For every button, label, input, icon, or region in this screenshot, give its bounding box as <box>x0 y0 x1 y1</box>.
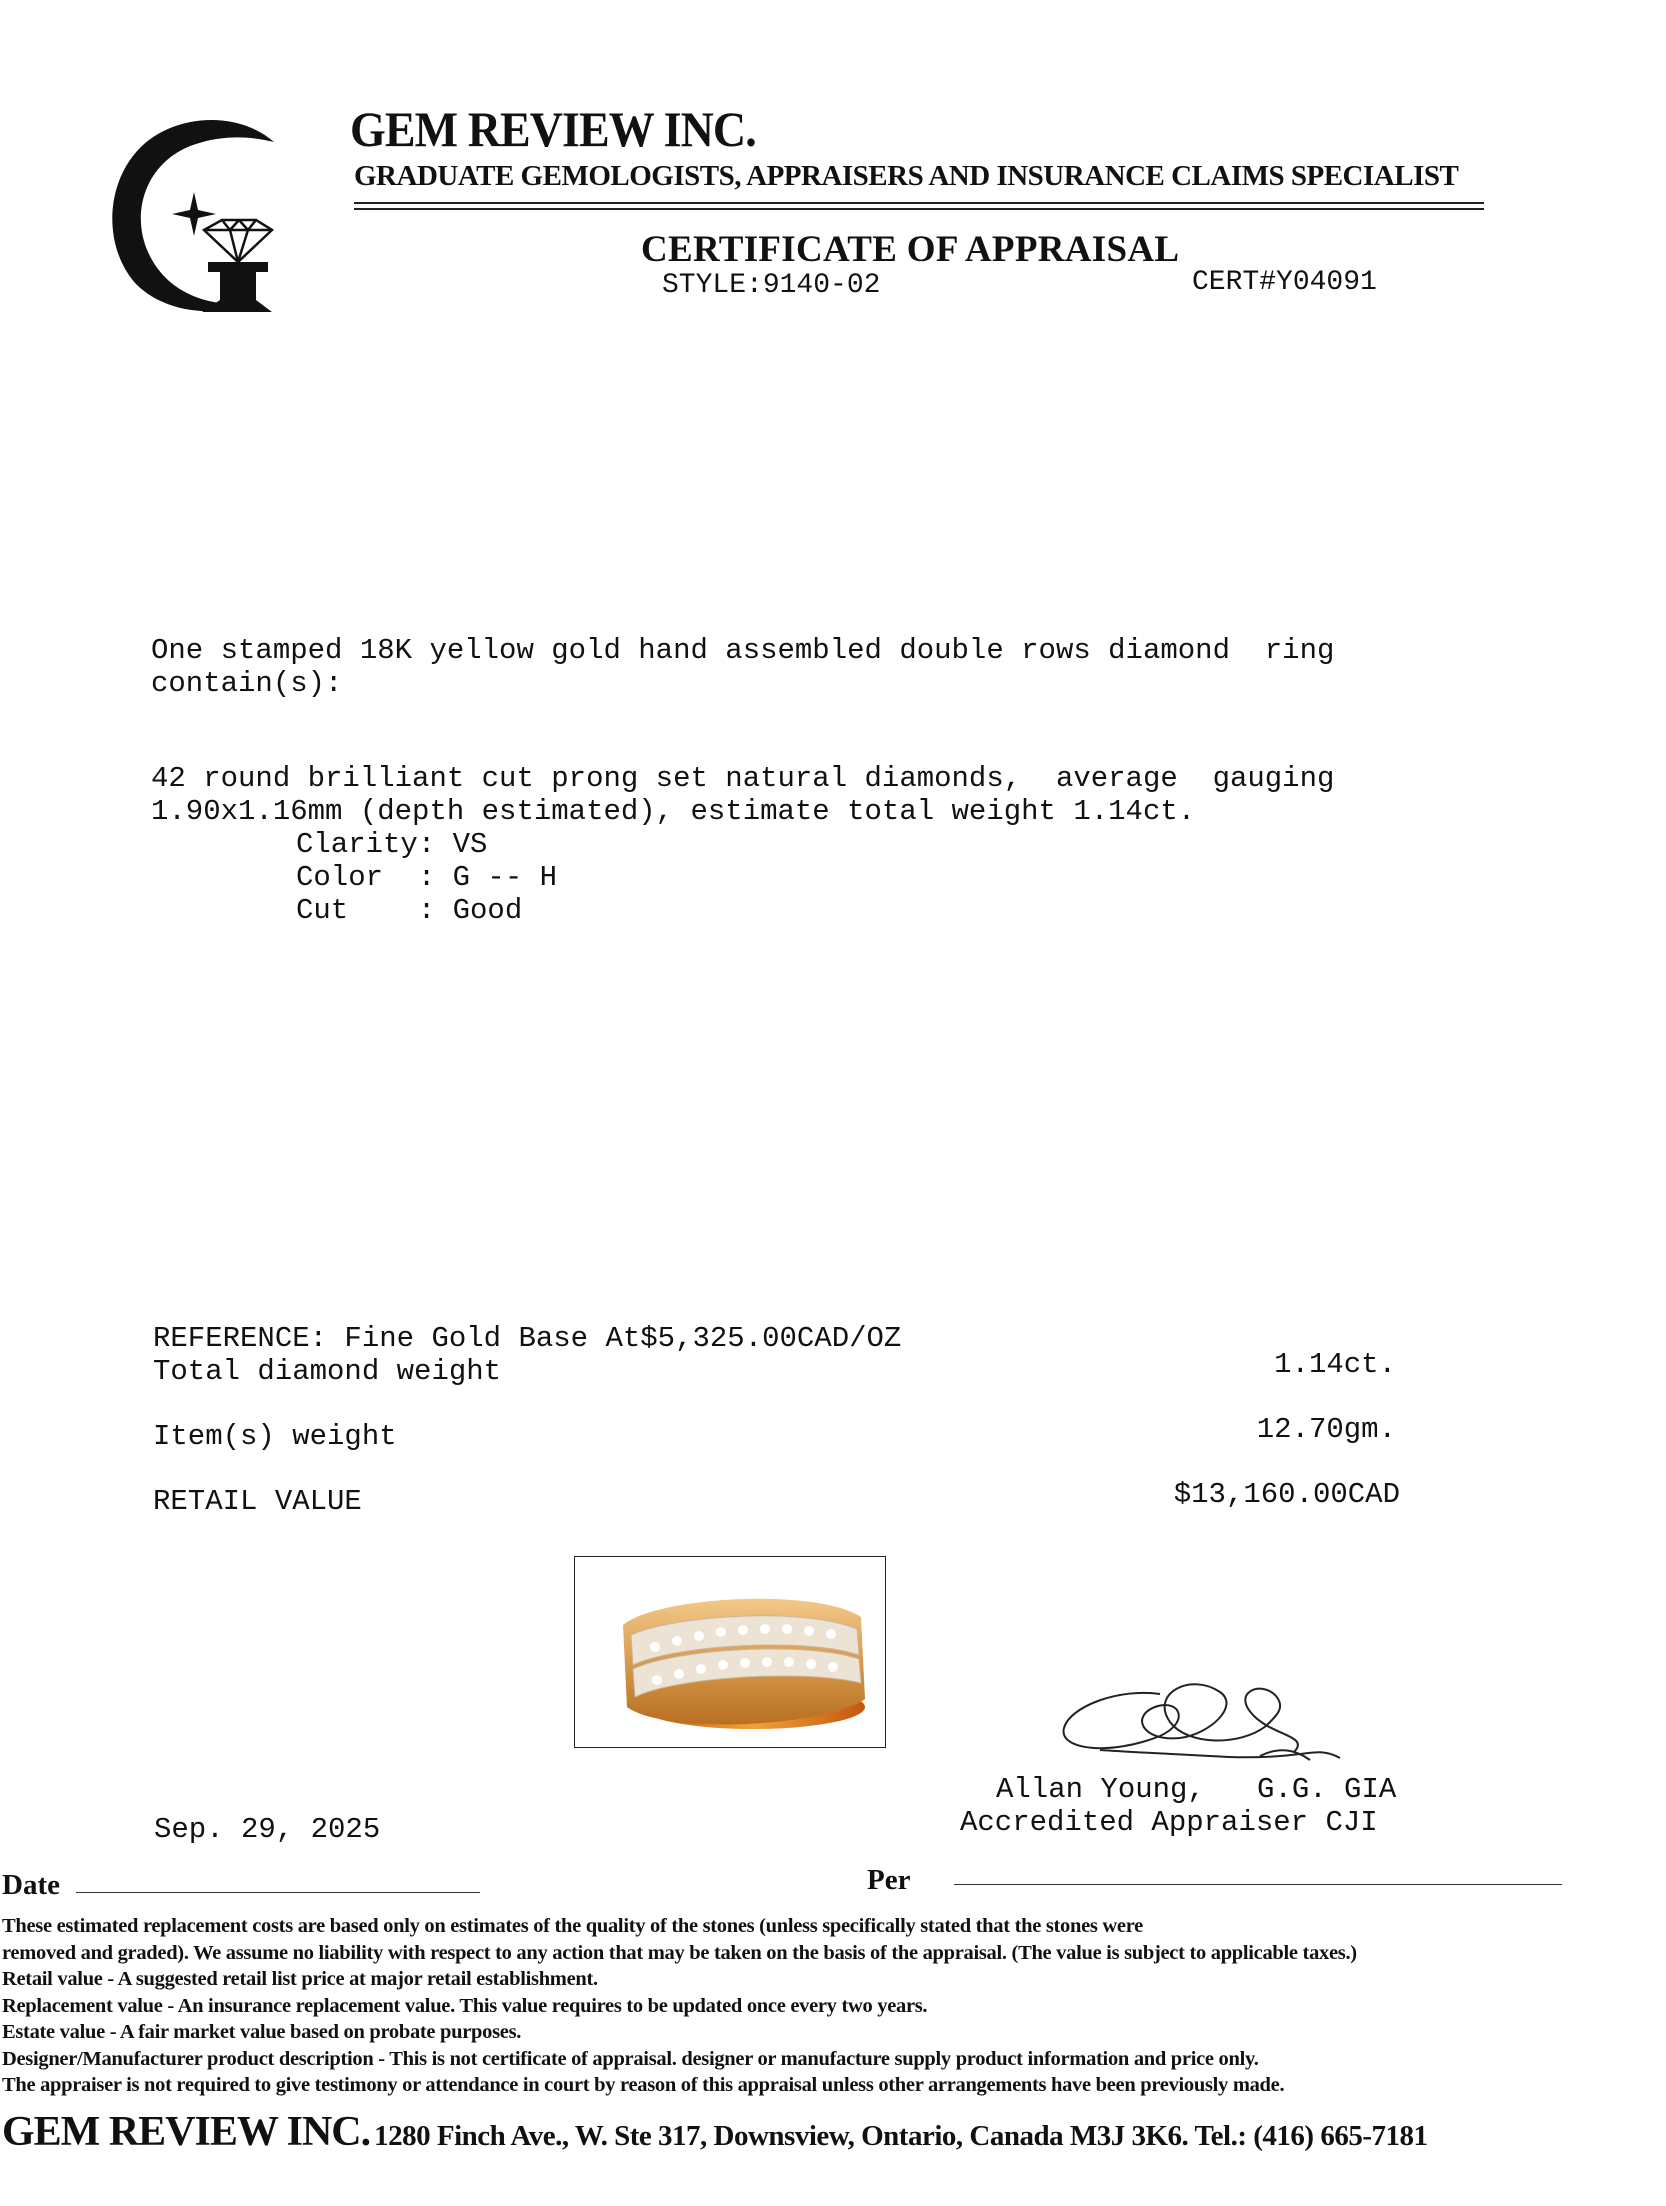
handwritten-signature <box>1040 1666 1360 1782</box>
total-diamond-weight-value: 1.14ct. <box>1274 1348 1396 1381</box>
gem-review-logo-icon <box>96 112 286 317</box>
disclaimer-line: The appraiser is not required to give testimony or attendance in court by reason of this appraisal unless other arrangements have been previously made. <box>2 2074 1285 2096</box>
document-title: CERTIFICATE OF APPRAISAL <box>641 229 1180 270</box>
date-label: Date <box>2 1869 60 1901</box>
diamond-description-line2: 1.90x1.16mm (depth estimated), estimate total weight 1.14ct. <box>151 795 1196 828</box>
per-label: Per <box>867 1864 911 1896</box>
disclaimer-line: Estate value - A fair market value based on probate purposes. <box>2 2021 522 2043</box>
item-description-line2: contain(s): <box>151 667 343 700</box>
disclaimer-line: Replacement value - An insurance replacement value. This value requires to be updated once every two years. <box>2 1994 928 2017</box>
company-name: GEM REVIEW INC. <box>350 101 756 157</box>
diamond-description-line1: 42 round brilliant cut prong set natural diamonds, average gauging <box>151 762 1335 795</box>
item-weight-value: 12.70gm. <box>1256 1413 1396 1446</box>
disclaimer-line: These estimated replacement costs are based only on estimates of the quality of the stones (unless specifically stated that the stones were <box>2 1915 1143 1937</box>
appraiser-accreditation: Accredited Appraiser CJI <box>960 1806 1378 1839</box>
item-weight-label: Item(s) weight <box>153 1420 397 1453</box>
gold-base-reference: REFERENCE: Fine Gold Base At$5,325.00CAD/OZ <box>153 1322 902 1355</box>
retail-value-label: RETAIL VALUE <box>153 1485 362 1518</box>
appraiser-name: Allan Young, G.G. GIA <box>996 1773 1397 1806</box>
company-tagline: GRADUATE GEMOLOGISTS, APPRAISERS AND INSURANCE CLAIMS SPECIALIST <box>354 160 1459 192</box>
appraisal-date: Sep. 29, 2025 <box>154 1813 381 1846</box>
diamond-ring-photo <box>574 1556 886 1748</box>
certificate-number: CERT#Y04091 <box>1192 267 1377 298</box>
footer-company-name: GEM REVIEW INC. <box>2 2109 371 2155</box>
per-line <box>954 1884 1562 1885</box>
diamond-color: Color : G -- H <box>296 861 558 894</box>
diamond-cut: Cut : Good <box>296 894 523 927</box>
item-description-line1: One stamped 18K yellow gold hand assembled double rows diamond ring <box>151 634 1335 667</box>
disclaimer <box>2 1913 1357 2099</box>
disclaimer-line: Designer/Manufacturer product description - This is not certificate of appraisal. designer or manufacture supply product information and price only. <box>2 2047 1259 2070</box>
disclaimer-line: Retail value - A suggested retail list price at major retail establishment. <box>2 1968 598 1990</box>
diamond-clarity: Clarity: VS <box>296 828 488 861</box>
total-diamond-weight-label: Total diamond weight <box>153 1355 502 1388</box>
style-number: STYLE:9140-02 <box>662 270 881 301</box>
date-line <box>76 1892 480 1893</box>
disclaimer-line: removed and graded). We assume no liability with respect to any action that may be taken on the basis of the appraisal. (The value is subject to applicable taxes.) <box>2 1941 1357 1964</box>
header-rule-bottom <box>354 208 1484 210</box>
footer-company-address <box>2 2108 1427 2156</box>
retail-value-amount: $13,160.00CAD <box>1173 1478 1400 1511</box>
header-rule-top <box>354 202 1484 204</box>
footer-address: 1280 Finch Ave., W. Ste 317, Downsview, Ontario, Canada M3J 3K6. Tel.: (416) 665-7181 <box>374 2120 1428 2152</box>
